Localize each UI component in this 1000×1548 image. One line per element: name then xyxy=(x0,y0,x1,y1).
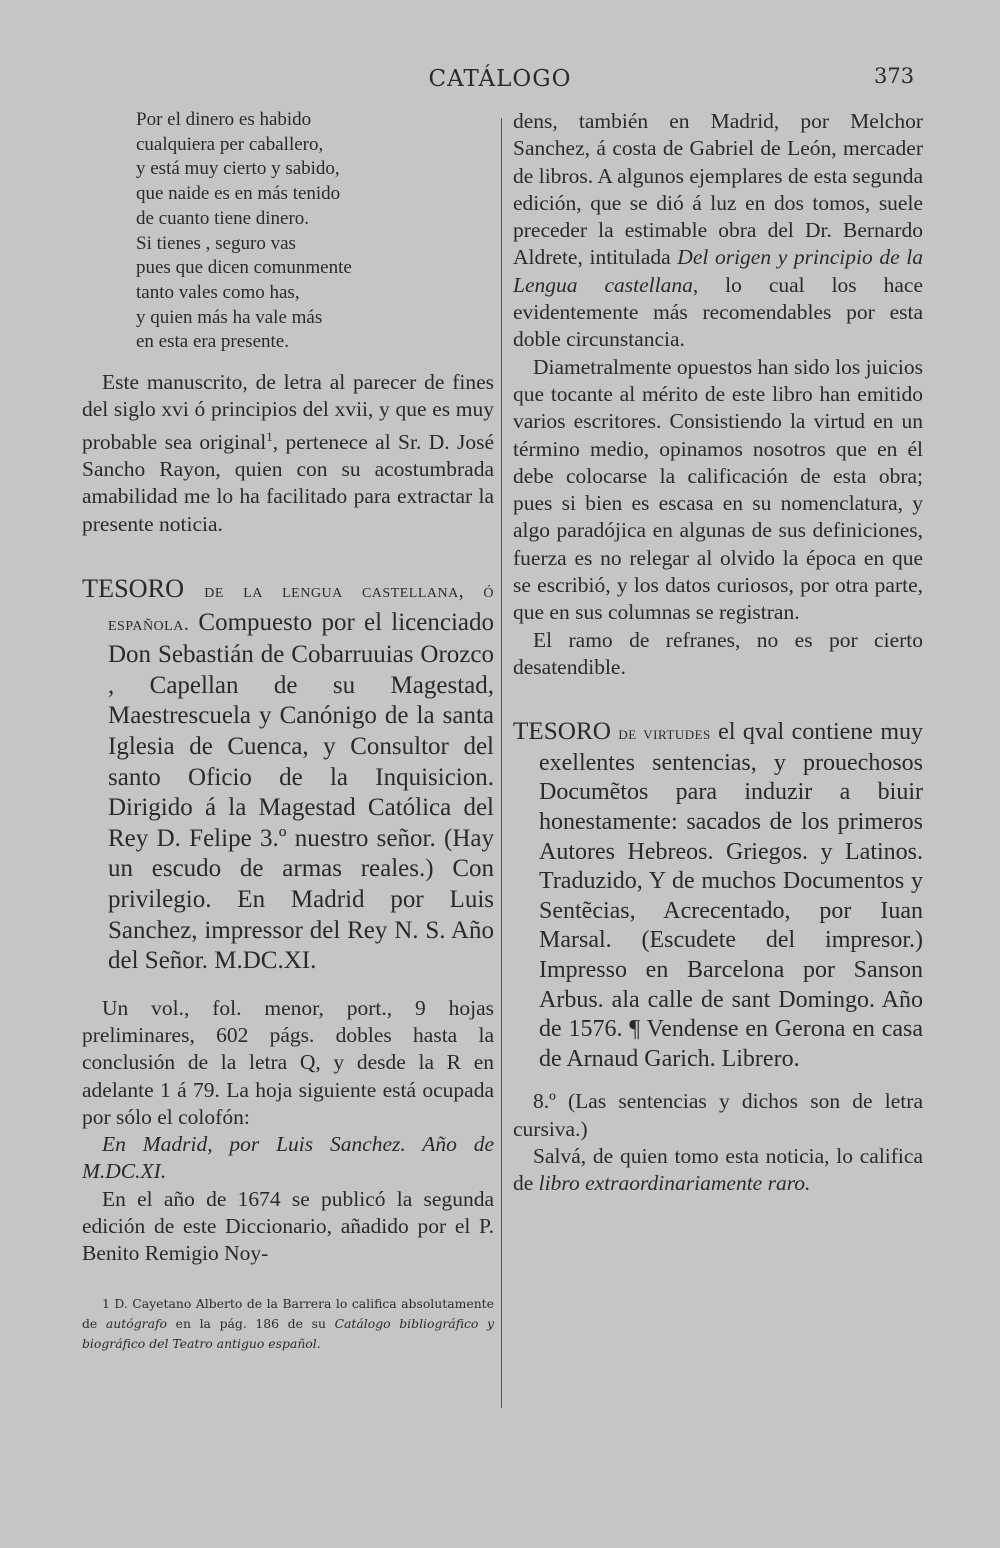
verse-line: que naide es en más tenido xyxy=(136,183,341,205)
verse-line: cualquiera per caballero, xyxy=(136,133,324,155)
text-span: Del origen y principio de la Lengua castellana xyxy=(513,245,923,297)
verse-line: pues que dicen comunmente xyxy=(136,257,352,279)
text-span: Salvá, de quien tomo esta noticia, lo califica de xyxy=(513,1143,923,1196)
verse-line: y quien más ha vale más xyxy=(136,306,323,328)
entry-title: TESORO xyxy=(82,573,185,603)
physical-description: Un vol., fol. menor, port., 9 hojas preliminares, 602 págs. dobles hasta la conclusión de la letra Q, y desde la R en adelante 1 á 79. La hoja siguiente está ocupada por sólo el colofón: xyxy=(82,995,494,1129)
refranes-note: El ramo de refranes, no es por cierto desatendible. xyxy=(513,627,923,679)
entry-body: Compuesto por el licenciado Don Sebastián de Cobarruuias Orozco , Capellan de su Magestad, Maestrescuela y Canónigo de la santa Iglesia de Cuenca, y Consultor del santo Oficio de la Inquisicion. Dirigido á la Magestad Católica del Rey D. Felipe 3.º nuestro señor. (Hay un escudo de armas reales.) Con privilegio. En Madrid por Luis Sanchez, impressor del Rey N. S. Año del Señor. M.DC.XI. xyxy=(108,608,494,975)
text-span: , pertenece al Sr. D. José Sancho Rayon, quien con su acostumbrada amabilidad me lo ha facilitado para extractar la presente noticia. xyxy=(82,429,494,536)
colophon: En Madrid, por Luis Sanchez. Año de M.DC.XI. xyxy=(82,1132,494,1184)
second-edition-note: En el año de 1674 se publicó la segunda edición de este Diccionario, añadido por el P. Benito Remigio Noy- xyxy=(82,1186,494,1266)
verse-line: y está muy cierto y sabido, xyxy=(136,158,340,180)
right-column xyxy=(513,108,923,1198)
source-note xyxy=(513,1143,923,1198)
verse-line: tanto vales como has, xyxy=(136,281,300,303)
verse-line: de cuanto tiene dinero. xyxy=(136,207,310,229)
verse-line: Si tienes , seguro vas xyxy=(136,232,296,254)
footnote-ref: 1 xyxy=(266,429,273,444)
entry-subtitle: de la lengua castellana, ó española. xyxy=(108,580,494,635)
entry-subtitle: de virtudes xyxy=(618,723,711,745)
catalog-entry-tesoro-virtudes xyxy=(513,717,923,1074)
manuscript-note xyxy=(82,369,494,538)
verse-block xyxy=(136,108,494,355)
text-span: libro extraordinariamente raro. xyxy=(538,1171,811,1196)
running-header: CATÁLOGO xyxy=(428,66,572,92)
text-span: dens, también en Madrid, por Melchor Sanchez, á costa de Gabriel de León, mercader de libros. A algunos ejemplares de esta segunda edición, que se dió á luz en dos tomos, suele preceder la estimable obra del Dr. Bernardo Aldrete, intitulada xyxy=(513,109,923,270)
continued-text xyxy=(513,108,923,354)
page-number: 373 xyxy=(874,64,915,88)
footnote xyxy=(82,1294,494,1354)
text-span: 1 D. Cayetano Alberto de la Barrera lo califica absolutamente de xyxy=(82,1295,494,1331)
left-column xyxy=(82,108,494,1354)
text-span: , lo cual los hace evidentemente más recomendables por esta doble circunstancia. xyxy=(513,272,923,352)
column-divider xyxy=(501,118,502,1408)
text-span: autógrafo xyxy=(105,1315,168,1331)
verse-line: Por el dinero es habido xyxy=(136,109,312,130)
text-span: en la pág. 186 de su xyxy=(167,1315,335,1331)
critique-paragraph: Diametralmente opuestos han sido los juicios que tocante al mérito de este libro han emitido varios escritores. Consistiendo la virtud en un término medio, opinamos nosotros que en él debe colocarse la calificación de esta obra; pues si bien es escasa en su nomenclatura, y algo paradójica en algunas de sus definiciones, fuerza es no relegar al olvido la época en que se escribió, y los datos curiosos, por otra parte, que en sus columnas se registran. xyxy=(513,354,923,625)
entry-title: TESORO xyxy=(513,718,611,746)
catalog-entry-tesoro-lengua xyxy=(82,574,494,977)
text-span: Este manuscrito, de letra al parecer de fines del siglo xvi ó principios del xvii, y que es muy probable sea original xyxy=(82,370,494,454)
verse-line: en esta era presente. xyxy=(136,331,289,353)
format-note: 8.º (Las sentencias y dichos son de letra cursiva.) xyxy=(513,1089,923,1141)
text-span: Catálogo bibliográfico y biográfico del Teatro antiguo español. xyxy=(82,1315,494,1351)
entry-body: el qval contiene muy exellentes sentencias, y prouechosos Documẽtos para induzir a biuir honestamente: sacados de los primeros Autores Hebreos. Griegos. y Latinos. Traduzido, Y de muchos Documentos y Sentẽcias, Acrecentado, por Iuan Marsal. (Escudete del impresor.) Impresso en Barcelona por Sanson Arbus. ala calle de sant Domingo. Año de 1576. ¶ Vendense en Gerona en casa de Arnaud Garich. Librero. xyxy=(539,719,923,1072)
